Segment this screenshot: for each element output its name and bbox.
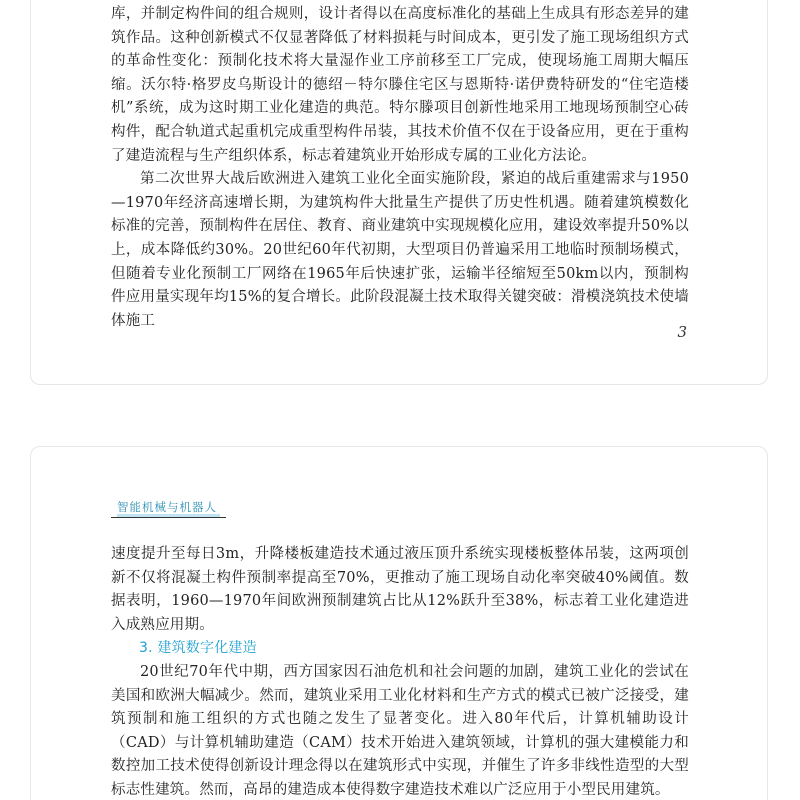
page-number: 3 xyxy=(677,323,687,341)
body-text-lower xyxy=(111,543,689,800)
paragraph-continued: 库，并制定构件间的组合规则，设计者得以在高度标准化的基础上生成具有形态差异的建筑作品。这种创新模式不仅显著降低了材料损耗与时间成本，更引发了施工现场组织方式的革命性变化：预制化技术将大量湿作业工序前移至工厂完成，使现场施工周期大幅压缩。沃尔特·格罗皮乌斯设计的德绍－特尔滕住宅区与恩斯特·诺伊费特研发的“住宅造楼机”系统，成为这时期工业化建造的典范。特尔滕项目创新性地采用工地现场预制空心砖构件，配合轨道式起重机完成重型构件吊装，其技术价值不仅在于设备应用，更在于重构了建造流程与生产组织体系，标志着建筑业开始形成专属的工业化方法论。 xyxy=(111,6,689,164)
document-page-lower xyxy=(30,446,768,800)
section-heading: 3. 建筑数字化建造 xyxy=(139,640,257,657)
paragraph: 20世纪70年代中期，西方国家因石油危机和社会问题的加剧，建筑工业化的尝试在美国和欧洲大幅减少。然而，建筑业采用工业化材料和生产方式的模式已被广泛接受，建筑预制和施工组织的方式也随之发生了显著变化。进入80年代后，计算机辅助设计（CAD）与计算机辅助建造（CAM）技术开始进入建筑领域，计算机的强大建模能力和数控加工技术使得创新设计理念得以在建筑形式中实现，并催生了许多非线性造型的大型标志性建筑。然而，高昂的建造成本使得数字建造技术难以广泛应用于小型民用建筑。 xyxy=(111,663,689,798)
body-text-upper xyxy=(111,3,689,333)
paragraph-continued: 速度提升至每日3m，升降楼板建造技术通过液压顶升系统实现楼板整体吊装，这两项创新不仅将混凝土构件预制率提高至70%，更推动了施工现场自动化率突破40%阈值。数据表明，1960—1970年间欧洲预制建筑占比从12%跃升至38%，标志着工业化建造进入成熟应用期。 xyxy=(111,546,689,633)
paragraph: 第二次世界大战后欧洲进入建筑工业化全面实施阶段，紧迫的战后重建需求与1950—1970年经济高速增长期，为建筑构件大批量生产提供了历史性机遇。随着建筑模数化标准的完善，预制构件在居住、教育、商业建筑中实现规模化应用，建设效率提升50%以上，成本降低约30%。20世纪60年代初期，大型项目仍普遍采用工地临时预制场模式，但随着专业化预制工厂网络在1965年后快速扩张，运输半径缩短至50km以内，预制构件应用量实现年均15%的复合增长。此阶段混凝土技术取得关键突破：滑模浇筑技术使墙体施工 xyxy=(111,171,689,329)
document-page-upper xyxy=(30,0,768,385)
running-header: 智能机械与机器人 xyxy=(117,500,217,514)
running-header-rule xyxy=(111,517,226,518)
